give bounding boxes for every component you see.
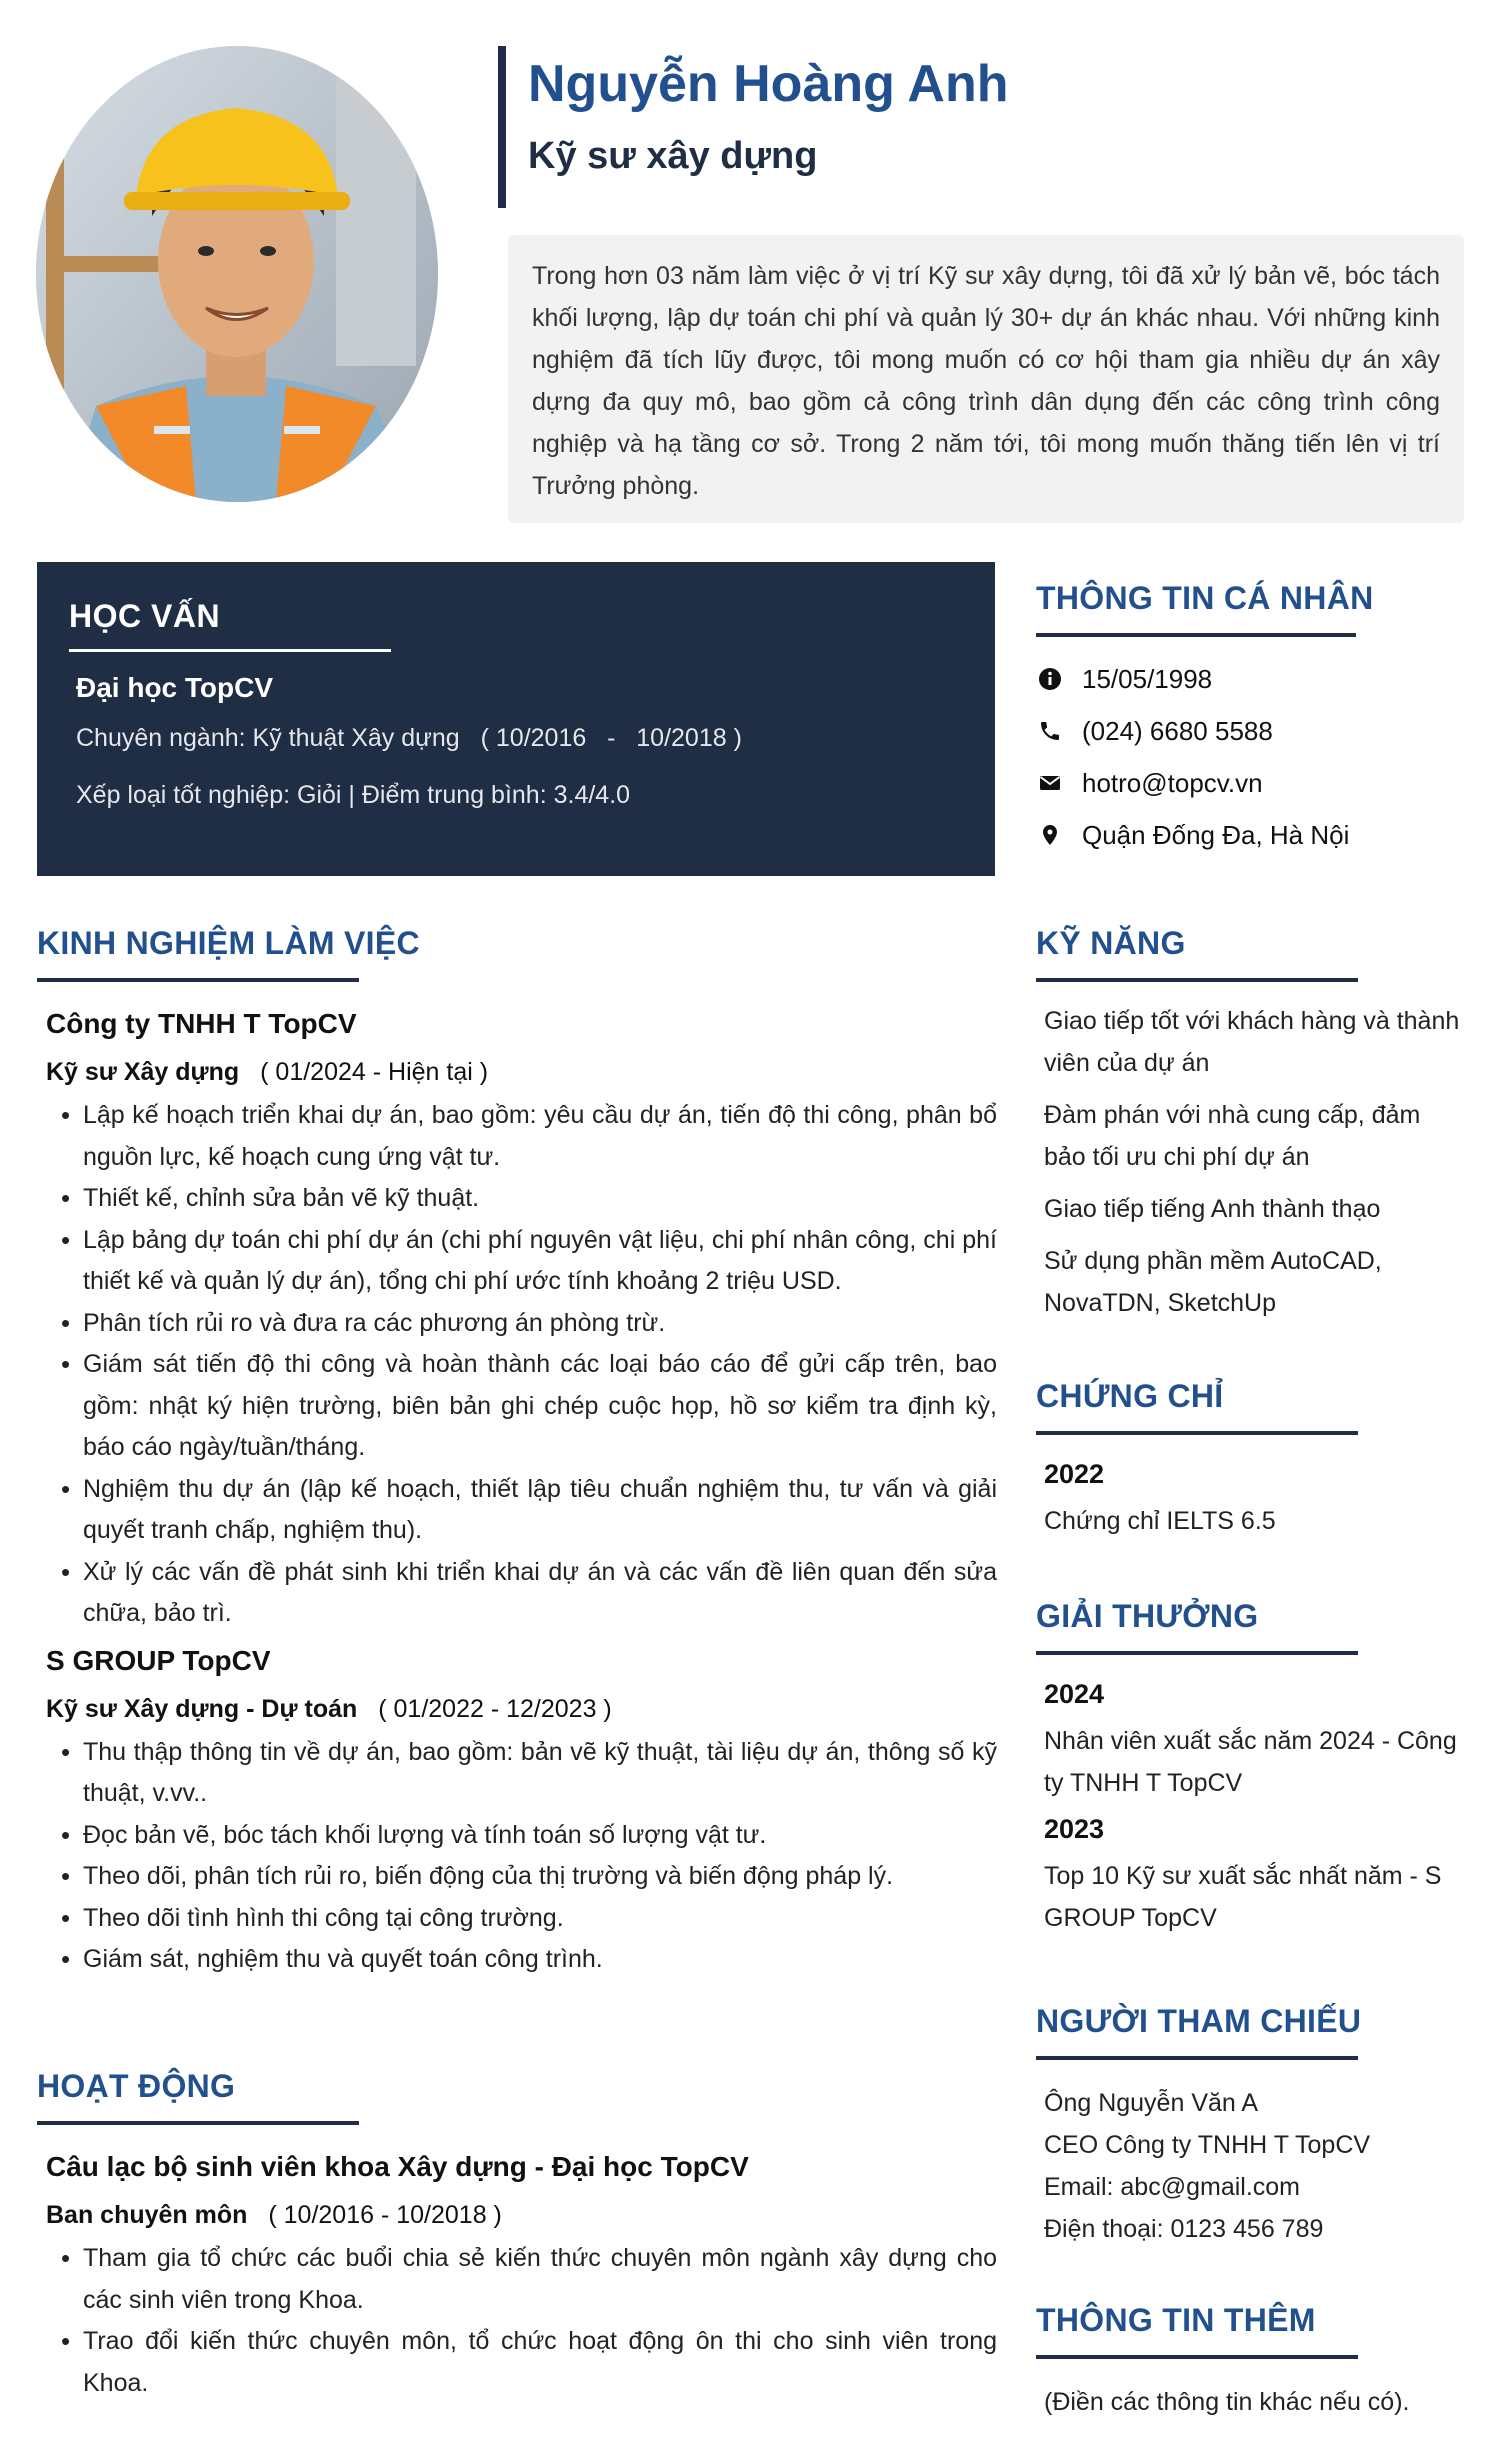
- list-item: • Theo dõi, phân tích rủi ro, biến động của thị trường và biến động pháp lý.: [61, 1856, 997, 1898]
- skills-title: KỸ NĂNG: [1036, 925, 1186, 961]
- extra-info-divider: [1036, 2355, 1358, 2359]
- list-item: • Trao đổi kiến thức chuyên môn, tổ chức hoạt động ôn thi cho sinh viên trong Khoa.: [61, 2321, 997, 2404]
- list-item: • Theo dõi tình hình thi công tại công trường.: [61, 1898, 997, 1940]
- list-item: • Lập bảng dự toán chi phí dự án (chi phí nguyên vật liệu, chi phí nhân công, chi phí thiết kế và quản lý dự án), tổng chi phí ước tính khoảng 2 triệu USD.: [61, 1220, 997, 1303]
- list-item: • Xử lý các vấn đề phát sinh khi triển khai dự án và các vấn đề liên quan đến sửa chữa, bảo trì.: [61, 1552, 997, 1635]
- phone-value: (024) 6680 5588: [1082, 715, 1273, 746]
- list-item: • Phân tích rủi ro và đưa ra các phương án phòng trừ.: [61, 1303, 997, 1345]
- skills-divider: [1036, 978, 1358, 982]
- awards-title: GIẢI THƯỞNG: [1036, 1598, 1259, 1634]
- activities-title: HOẠT ĐỘNG: [37, 2068, 236, 2104]
- location-pin-icon: [1036, 823, 1082, 847]
- mail-icon: [1036, 771, 1082, 795]
- job-role-line: [46, 1695, 997, 1724]
- skill-item: Sử dụng phần mềm AutoCAD, NovaTDN, SketchUp: [1044, 1247, 1382, 1317]
- experience-divider: [37, 978, 359, 982]
- education-school: Đại học TopCV: [76, 672, 274, 703]
- education-major-line: [69, 724, 963, 753]
- job-period: ( 01/2022 - 12/2023 ): [378, 1694, 612, 1723]
- activity-org: Câu lạc bộ sinh viên khoa Xây dựng - Đại học TopCV: [46, 2151, 749, 2182]
- candidate-name: Nguyễn Hoàng Anh: [528, 55, 1009, 113]
- skill-item: Giao tiếp tốt với khách hàng và thành viên của dự án: [1044, 1007, 1460, 1077]
- personal-info-title: THÔNG TIN CÁ NHÂN: [1036, 580, 1374, 616]
- personal-info-section: [1036, 580, 1466, 861]
- list-item: • Thu thập thông tin về dự án, bao gồm: bản vẽ kỹ thuật, tài liệu dự án, thông số kỹ thuật, v.vv..: [61, 1732, 997, 1815]
- certificate-name: Chứng chỉ IELTS 6.5: [1044, 1507, 1276, 1535]
- award-text: Top 10 Kỹ sư xuất sắc nhất năm - S GROUP TopCV: [1044, 1862, 1442, 1932]
- award-year: 2023: [1044, 1814, 1105, 1844]
- name-block: [498, 46, 1009, 208]
- education-major: Chuyên ngành: Kỹ thuật Xây dựng: [76, 724, 460, 752]
- activities-section: [37, 2068, 997, 2404]
- email-row: [1036, 757, 1466, 809]
- info-icon: [1036, 667, 1082, 691]
- job-role-line: [46, 1058, 997, 1087]
- references-title: NGƯỜI THAM CHIẾU: [1036, 2003, 1362, 2039]
- education-period: ( 10/2016 - 10/2018 ): [480, 724, 742, 752]
- address-value: Quận Đống Đa, Hà Nội: [1082, 819, 1350, 850]
- reference-line: Ông Nguyễn Văn A: [1044, 2089, 1259, 2117]
- list-item: • Giám sát, nghiệm thu và quyết toán công trình.: [61, 1939, 997, 1981]
- activity-role-line: [46, 2201, 997, 2230]
- reference-line: CEO Công ty TNHH T TopCV: [1044, 2131, 1371, 2159]
- job-bullets: [61, 1095, 997, 1635]
- phone-row: [1036, 705, 1466, 757]
- birthday-value: 15/05/1998: [1082, 663, 1213, 694]
- experience-title: KINH NGHIỆM LÀM VIỆC: [37, 925, 420, 961]
- education-grade: Xếp loại tốt nghiệp: Giỏi | Điểm trung bình: 3.4/4.0: [76, 781, 631, 809]
- education-divider: [69, 649, 391, 652]
- education-title: HỌC VẤN: [69, 598, 221, 634]
- activities-divider: [37, 2121, 359, 2125]
- education-section: [37, 562, 995, 876]
- activity-period: ( 10/2016 - 10/2018 ): [268, 2201, 502, 2229]
- profile-photo: [36, 46, 438, 502]
- awards-divider: [1036, 1651, 1358, 1655]
- award-text: Nhân viên xuất sắc năm 2024 - Công ty TNHH T TopCV: [1044, 1727, 1457, 1797]
- certificates-section: [1036, 1378, 1466, 1542]
- list-item: • Đọc bản vẽ, bóc tách khối lượng và tính toán số lượng vật tư.: [61, 1815, 997, 1857]
- references-divider: [1036, 2056, 1358, 2060]
- skill-item: Giao tiếp tiếng Anh thành thạo: [1044, 1195, 1381, 1223]
- certificates-divider: [1036, 1431, 1358, 1435]
- email-value: hotro@topcv.vn: [1082, 767, 1263, 798]
- extra-info-text: (Điền các thông tin khác nếu có).: [1044, 2388, 1410, 2416]
- awards-section: [1036, 1598, 1466, 1939]
- birthday-row: [1036, 653, 1466, 705]
- list-item: • Nghiệm thu dự án (lập kế hoạch, thiết lập tiêu chuẩn nghiệm thu, tư vấn và giải quyết tranh chấp, nghiệm thu).: [61, 1469, 997, 1552]
- activity-bullets: [61, 2238, 997, 2404]
- job-period: ( 01/2024 - Hiện tại ): [260, 1058, 489, 1086]
- reference-line: Điện thoại: 0123 456 789: [1044, 2215, 1324, 2243]
- skills-section: [1036, 925, 1466, 1334]
- references-section: [1036, 2003, 1466, 2250]
- company-name: Công ty TNHH T TopCV: [46, 1008, 357, 1039]
- career-summary: Trong hơn 03 năm làm việc ở vị trí Kỹ sư xây dựng, tôi đã xử lý bản vẽ, bóc tách khối lượng, lập dự toán chi phí và quản lý 30+ dự án khác nhau. Với những kinh nghiệm đã tích lũy được, tôi mong muốn có cơ hội tham gia nhiều dự án xây dựng đa quy mô, bao gồm cả công trình dân dụng đến các công trình công nghiệp và hạ tầng cơ sở. Trong 2 năm tới, tôi mong muốn thăng tiến lên vị trí Trưởng phòng.: [508, 235, 1464, 523]
- job-role: Kỹ sư Xây dựng - Dự toán: [46, 1694, 358, 1723]
- candidate-job-title: Kỹ sư xây dựng: [528, 135, 818, 178]
- list-item: • Giám sát tiến độ thi công và hoàn thành các loại báo cáo để gửi cấp trên, bao gồm: nhật ký hiện trường, biên bản ghi chép cuộc họp, hồ sơ kiểm tra định kỳ, báo cáo ngày/tuần/tháng.: [61, 1344, 997, 1469]
- skill-item: Đàm phán với nhà cung cấp, đảm bảo tối ưu chi phí dự án: [1044, 1101, 1421, 1171]
- phone-icon: [1036, 719, 1082, 743]
- list-item: • Lập kế hoạch triển khai dự án, bao gồm: yêu cầu dự án, tiến độ thi công, phân bổ nguồn lực, kế hoạch cung ứng vật tư.: [61, 1095, 997, 1178]
- address-row: [1036, 809, 1466, 861]
- extra-info-title: THÔNG TIN THÊM: [1036, 2302, 1316, 2338]
- portrait-photo: [36, 46, 438, 502]
- award-year: 2024: [1044, 1679, 1105, 1709]
- list-item: • Tham gia tổ chức các buổi chia sẻ kiến thức chuyên môn ngành xây dựng cho các sinh viên trong Khoa.: [61, 2238, 997, 2321]
- personal-info-divider: [1036, 633, 1356, 637]
- company-name: S GROUP TopCV: [46, 1644, 271, 1676]
- experience-section: [37, 925, 997, 1981]
- certificates-title: CHỨNG CHỈ: [1036, 1378, 1224, 1414]
- job-bullets: [61, 1732, 997, 1981]
- extra-info-section: [1036, 2302, 1466, 2423]
- list-item: • Thiết kế, chỉnh sửa bản vẽ kỹ thuật.: [61, 1178, 997, 1220]
- job-role: Kỹ sư Xây dựng: [46, 1058, 240, 1086]
- reference-line: Email: abc@gmail.com: [1044, 2173, 1301, 2201]
- activity-role: Ban chuyên môn: [46, 2201, 248, 2229]
- certificate-year: 2022: [1044, 1459, 1105, 1489]
